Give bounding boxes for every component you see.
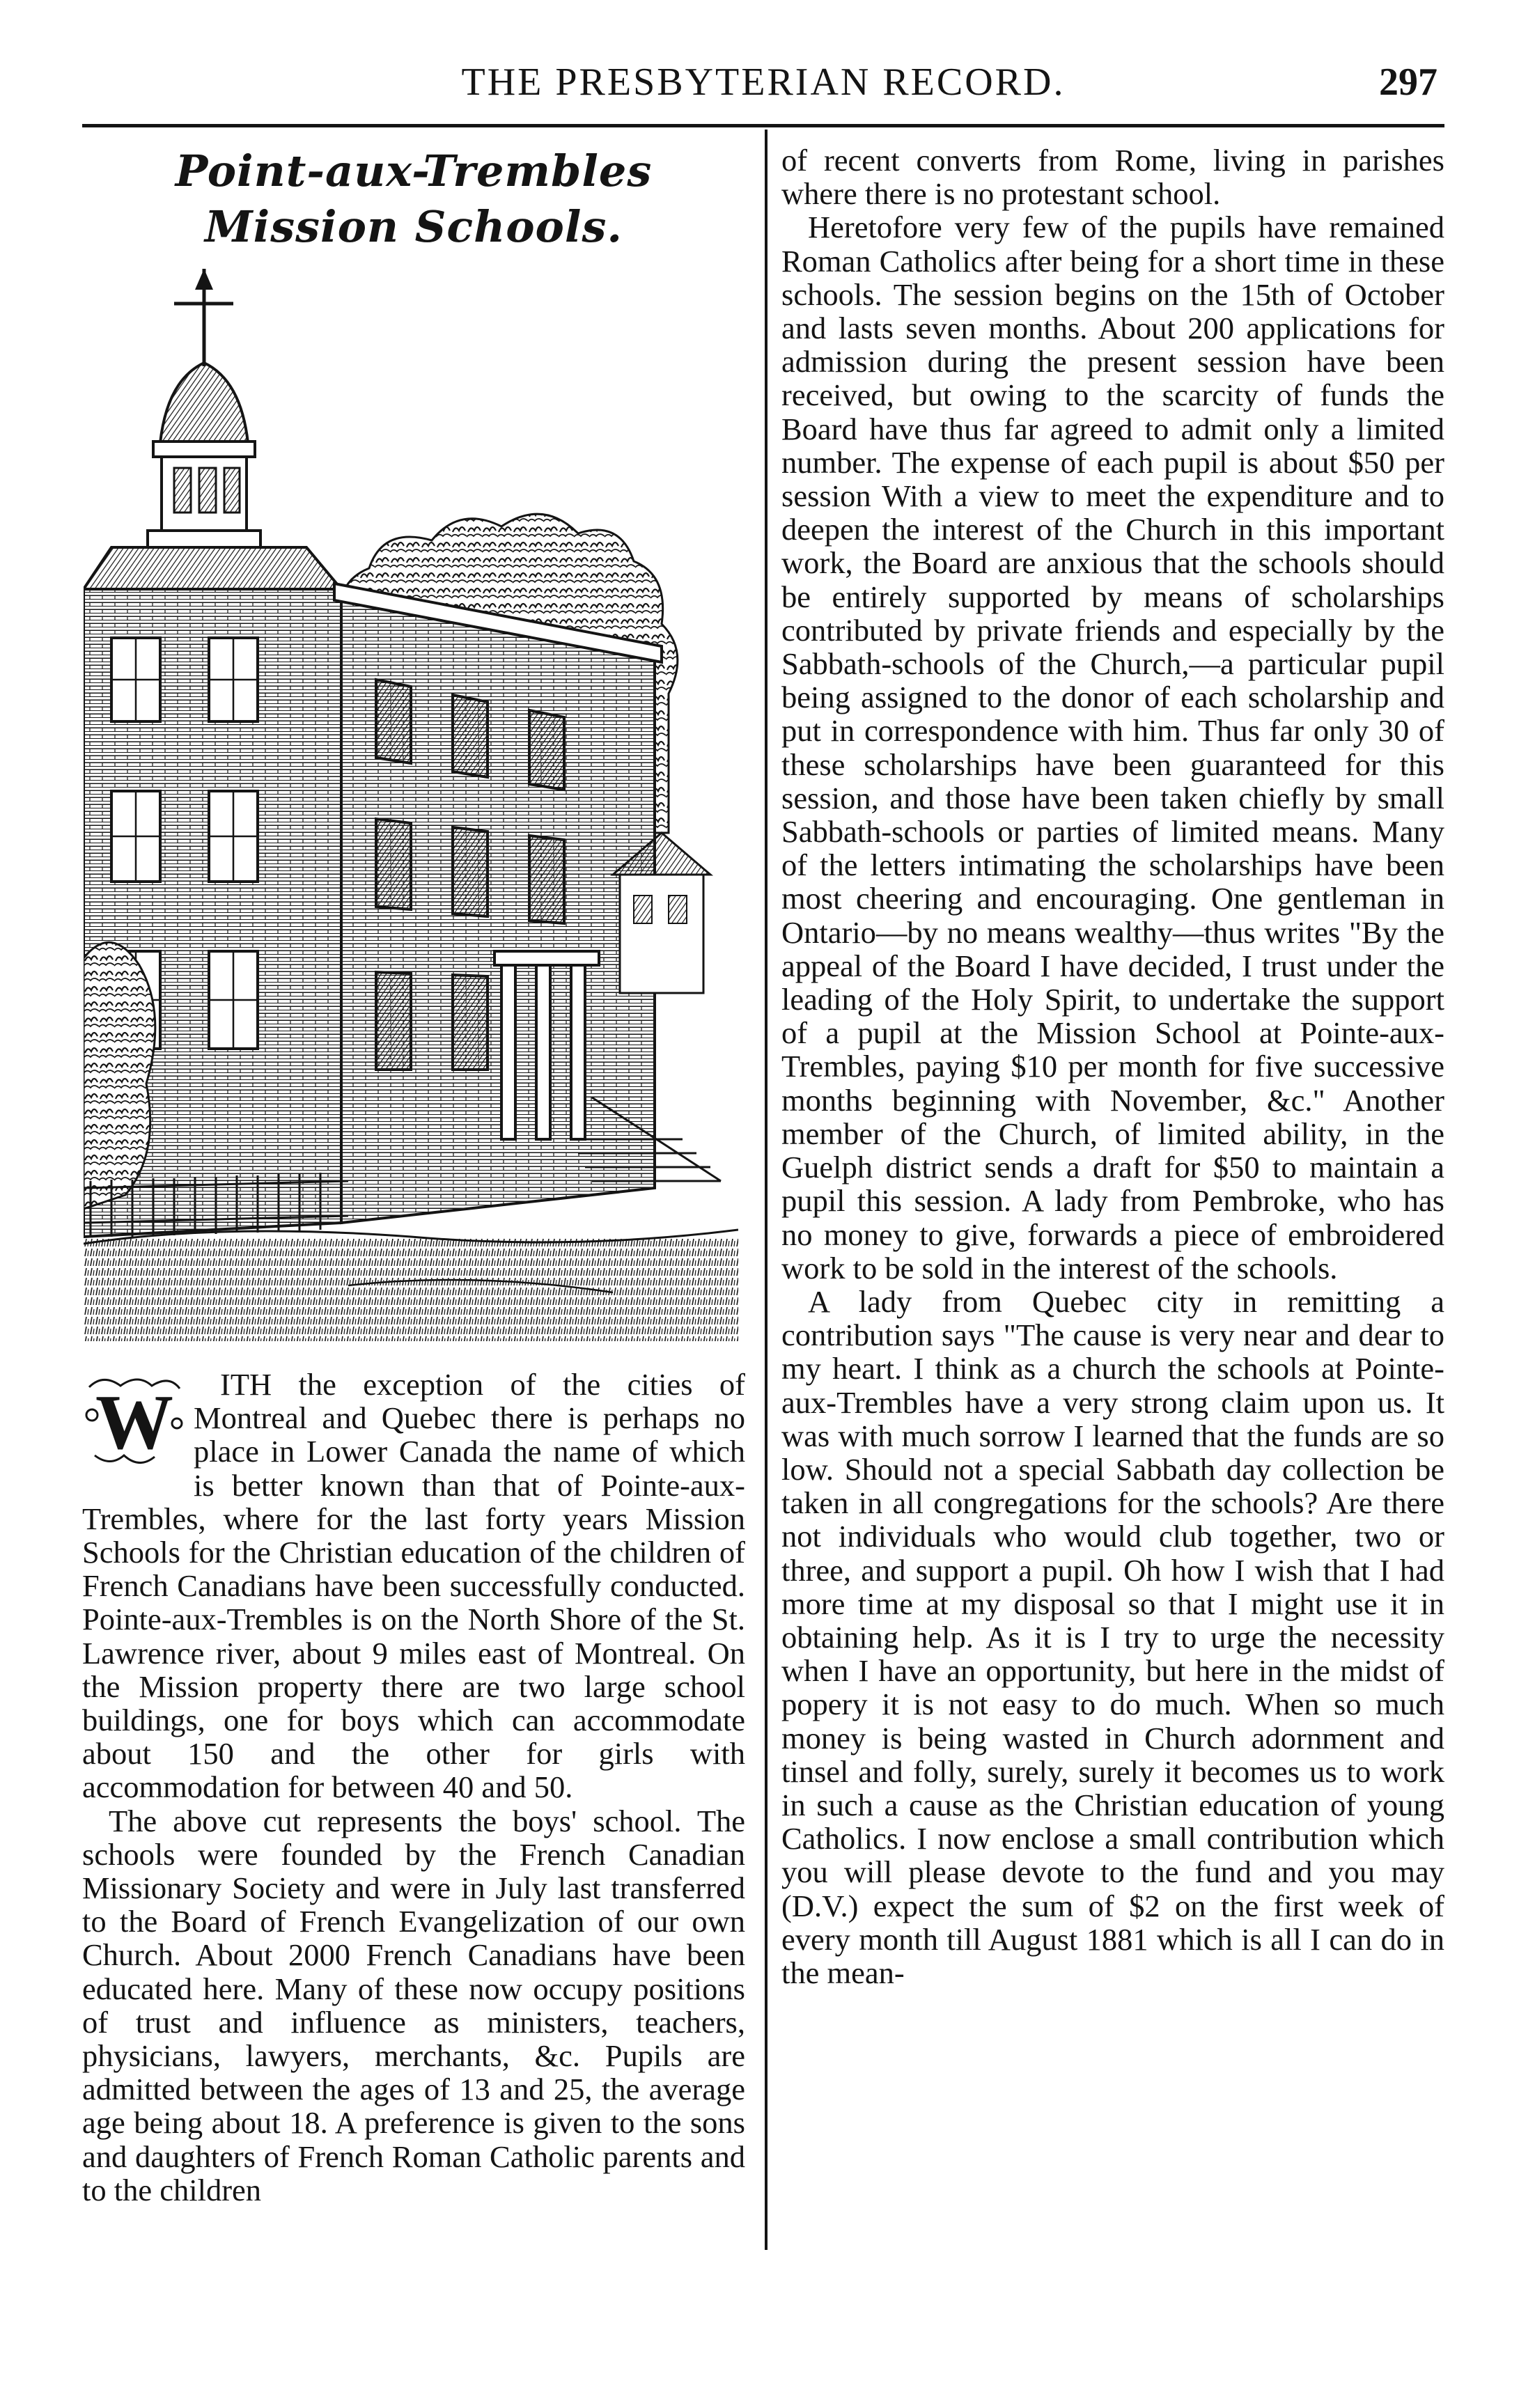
school-building-engraving xyxy=(84,262,738,1350)
header-rule xyxy=(82,124,1444,127)
left-column xyxy=(82,143,745,2207)
page-number: 297 xyxy=(1379,61,1437,104)
column-divider xyxy=(765,130,768,2250)
right-column xyxy=(781,143,1444,1989)
drop-cap-letter: W xyxy=(95,1379,173,1466)
article-paragraph-3: of recent converts from Rome, living in parishes where there is no protestant school. xyxy=(781,143,1444,212)
running-title: THE PRESBYTERIAN RECORD. xyxy=(461,61,1066,104)
article-paragraph-1: ITH the exception of the cities of Montreal and Quebec there is perhaps no place in Lower Canada the name of which is better known than that of Pointe-aux-Trembles, where for the last forty years Mission Schools for the Christian education of the children of French Canadians have been successfully conducted. Pointe-aux-Trembles is on the North Shore of the St. Lawrence river, about 9 miles east of Montreal. On the Mission property there are two large school buildings, one for boys which can accommodate about 150 and the other for girls with accommodation for between 40 and 50. xyxy=(82,1367,745,1805)
article-paragraph-2: The above cut represents the boys' school. The schools were founded by the French Canadian Missionary Society and were in July last transferred to the Board of French Evangelization of our own Church. About 2000 French Canadians have been educated here. Many of these now occupy positions of trust and influence as ministers, teachers, physicians, lawyers, merchants, &c. Pupils are admitted between the ages of 13 and 25, the average age being about 18. A preference is given to the sons and daughters of French Roman Catholic parents and to the children xyxy=(82,1803,745,2207)
drop-cap-ornament xyxy=(82,1373,187,1471)
article-paragraph-4: Heretofore very few of the pupils have remained Roman Catholics after being for a short time in these schools. The session begins on the 15th of October and lasts seven months. About 200 applications for admission during the present session have been received, but owing to the scarcity of funds the Board have thus far agreed to admit only a limited number. The expense of each pupil is about $50 per session With a view to meet the expenditure and to deepen the interest of the Church in this important work, the Board are anxious that the schools should be entirely supported by means of scholarships contributed by private friends and especially by the Sabbath-schools of the Church,—a particular pupil being assigned to the donor of each scholarship and put in correspondence with him. Thus far only 30 of these scholarships have been guaranteed for this session, and those have been taken chiefly by small Sabbath-schools or parties of limited means. Many of the letters intimating the scholarships have been most cheering and encouraging. One gentleman in Ontario—by no means wealthy—thus writes "By the appeal of the Board I have decided, I trust under the leading of the Holy Spirit, to undertake the support of a pupil at the Mission School at Pointe-aux-Trembles, paying $10 per month for five successive months beginning with November, &c." Another member of the Church, of limited ability, in the Guelph district sends a draft for $50 to maintain a pupil this session. A lady from Pembroke, who has no money to give, forwards a piece of embroidered work to be sold in the interest of the schools. xyxy=(781,210,1444,1285)
running-header xyxy=(82,54,1444,121)
article-paragraph-5: A lady from Quebec city in remitting a contribution says "The cause is very near and dear to my heart. I think as a church the schools at Pointe-aux-Trembles have a very strong claim upon us. It was with much sorrow I learned that the funds are so low. Should not a special Sabbath day collection be taken in all congregations for the schools? Are there not individuals who would club together, two or three, and support a pupil. Oh how I wish that I had more time at my disposal so that I might use it in obtaining help. As it is I try to urge the necessity when I have an opportunity, but here in the midst of popery it is not easy to do much. When so much money is being wasted in Church adornment and tinsel and folly, surely, surely it becomes us to work in such a cause as the Christian education of young Catholics. I now enclose a small contribution which you will please devote to the fund and you may (D.V.) expect the sum of $2 on the first week of every month till August 1881 which is all I can do in the mean- xyxy=(781,1283,1444,1990)
article-title: Point-aux-Trembles Mission Schools. xyxy=(175,146,653,252)
